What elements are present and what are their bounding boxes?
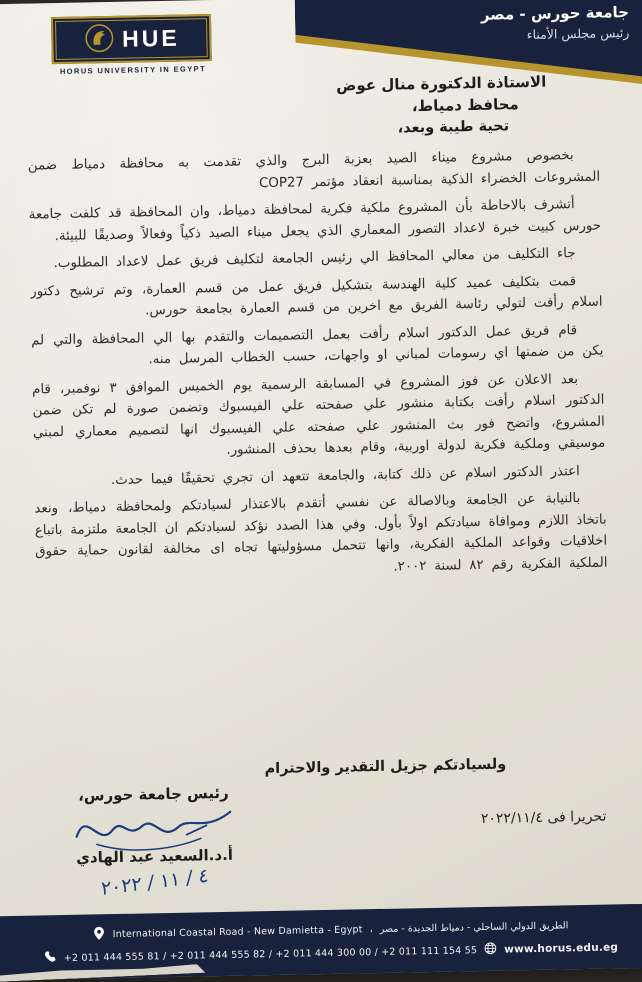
letter-body [26, 71, 611, 766]
footer-bar [0, 904, 642, 981]
website-url: www.horus.edu.eg [504, 941, 619, 956]
letter-paragraph: جاء التكليف من معالي المحافظ الي رئيس الجامعة لتكليف فريق عمل لاعداد المطلوب. [53, 246, 576, 272]
date-line: تحريرا فى ٢٠٢٢/١١/٤ [480, 808, 607, 828]
letter-paragraph: اعتذر الدكتور اسلام عن ذلك كتابة، والجامعة تتعهد ان تجري تحقيقًا فيما حدث. [110, 463, 580, 488]
letter-paragraph: بالنيابة عن الجامعة وبالاصالة عن نفسي أتقدم بالاعتذار لسيادتكم ولمحافظة دمياط، ونعد باتخاذ اللازم وموافاة سيادتكم اولاً بأول. وفي هذا الصدد نؤكد لسيادتكم ان الجامعة ملتزمة باتباع اخلاقيات وقواعد الملكية الفكرية، وانها تتحمل مسؤوليتها تجاه اى مخالفة لقانون حماية حقوق الملكية الفكرية رقم ٨٢ لسنة ٢٠٠٢. [34, 491, 608, 575]
salutation: تحية طيبة وبعد، [397, 118, 510, 137]
logo-acronym: HUE [121, 24, 180, 52]
letter-paragraph: بخصوص مشروع ميناء الصيد بعزبة البرج والذي تقدمت به محافظة دمياط ضمن المشروعات الخضراء الذكية بمناسبة انعقاد مؤتمر COP27 [27, 148, 601, 191]
letter-paragraph: قام فريق عمل الدكتور اسلام رأفت بعمل التصميمات والتقدم بها الي المحافظة والتي لم يكن من ضمنها اي رسومات لمباني او واجهات، حسب الخطاب المرسل منه. [31, 322, 604, 368]
phone-numbers: +2 011 444 555 81 / +2 011 444 555 82 / +2 011 444 300 00 / +2 011 111 154 55 [63, 944, 478, 964]
closing-area [39, 754, 613, 901]
university-logo [51, 14, 214, 76]
address-arabic: الطريق الدولي الساحلي - دمياط الجديدة - مصر [379, 920, 569, 935]
university-name-arabic: جامعة حورس - مصر [480, 3, 630, 24]
closing-line: ولسيادتكم جزيل التقدير والاحترام [264, 756, 507, 778]
logo-full-name: HORUS UNIVERSITY IN EGYPT [59, 64, 207, 76]
address-english: International Coastal Road - New Damietta - Egypt [112, 924, 363, 941]
letter-paragraph: أتشرف بالاحاطة بأن المشروع ملكية فكرية لمحافظة دمياط، وان المحافظة قد كلفت جامعة حورس كبيت خبرة لاعداد التصور المعماري الذي يجعل ميناء الصيد ذكياً وفعالاً وصديقًا للبيئة. [28, 197, 602, 244]
signatory-name: أ.د.السعيد عبد الهادي [76, 845, 234, 867]
board-chair-title-arabic: رئيس مجلس الأمناء [526, 24, 630, 42]
globe-icon [484, 942, 497, 958]
letter-paragraph: قمت بتكليف عميد كلية الهندسة بتشكيل فريق عمل من قسم العمارة، وتم ترشيح دكتور اسلام رأفت لتولي رئاسة الفريق مع اخرين من قسم العمارة بجامعة حورس. [30, 273, 603, 319]
signature-title: رئيس جامعة حورس، [77, 783, 229, 805]
signature-block [46, 783, 263, 901]
letter-paragraph: بعد الاعلان عن فوز المشروع في المسابقة الرسمية يوم الخميس الموافق ٣ نوفمبر، قام الدكتور اسلام رأفت بكتابة منشور علي صفحته علي الفيسبوك وتضمن صورة لم تكن ضمن المشروع، واتضح فور بث المنشور علي صفحته علي الفيسبوك انها لتصميم معماري لمبني موسيقي وملكية فكرية لدولة اوربية، وقام بعدها بحذف المنشور. [31, 371, 606, 458]
address-separator: ، [369, 924, 373, 936]
phone-icon [44, 950, 57, 966]
horus-falcon-icon [83, 21, 116, 58]
recipient-title: الاستاذة الدكتورة منال عوض [336, 72, 547, 95]
recipient-position: محافظ دمياط، [411, 95, 519, 116]
handwritten-date: ٤ / ١١ / ٢٠٢٢ [101, 864, 210, 901]
location-pin-icon [93, 925, 106, 944]
logo-box [51, 14, 212, 64]
